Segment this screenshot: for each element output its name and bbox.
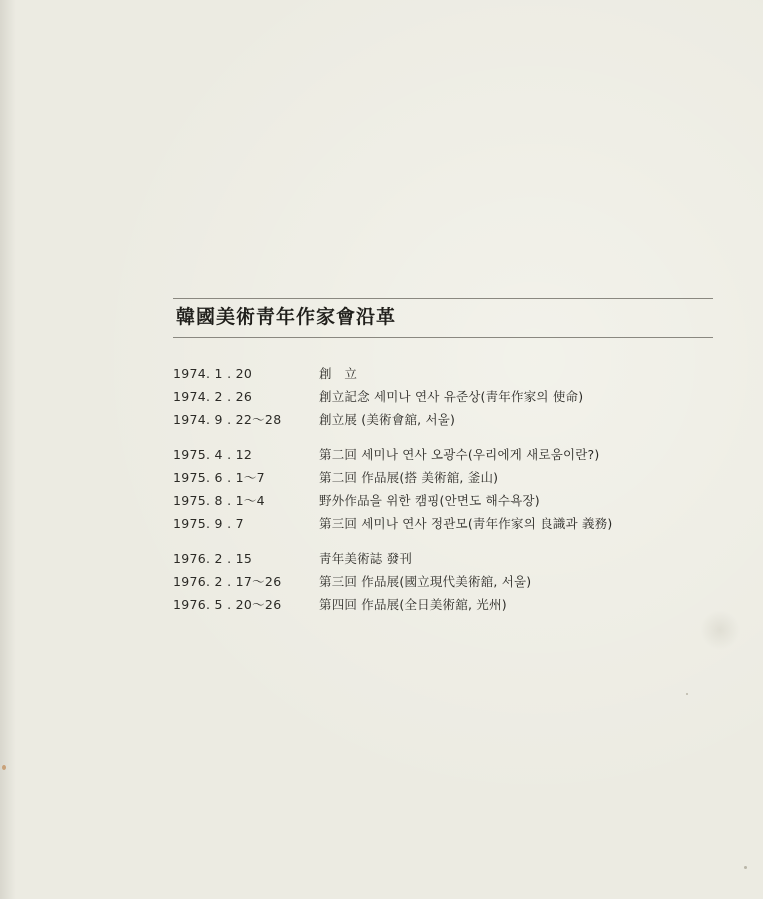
history-row — [173, 408, 733, 431]
history-event: 第三回 作品展(國立現代美術舘, 서울) — [319, 574, 532, 589]
history-row — [173, 466, 733, 489]
history-row — [173, 512, 733, 535]
history-list — [173, 362, 733, 628]
history-group-1975 — [173, 443, 733, 535]
history-date: 1974. 1 . 20 — [173, 366, 253, 381]
history-event: 創立展 (美術會舘, 서울) — [319, 412, 456, 427]
history-group-1976 — [173, 547, 733, 616]
history-date: 1975. 4 . 12 — [173, 447, 253, 462]
history-date: 1976. 5 . 20～26 — [173, 597, 282, 612]
history-date: 1975. 8 . 1～4 — [173, 493, 265, 508]
history-event: 第二回 세미나 연사 오광수(우리에게 새로움이란?) — [319, 447, 600, 462]
title-rule-top — [173, 298, 713, 299]
history-row — [173, 547, 733, 570]
history-date: 1974. 2 . 26 — [173, 389, 253, 404]
history-row — [173, 362, 733, 385]
history-event: 創 立 — [319, 366, 358, 381]
history-date: 1974. 9 . 22～28 — [173, 412, 282, 427]
paper-speck — [2, 765, 6, 770]
paper-speck — [686, 693, 688, 695]
history-event: 創立記念 세미나 연사 유준상(靑年作家의 使命) — [319, 389, 584, 404]
paper-speck — [744, 866, 747, 869]
history-row — [173, 443, 733, 466]
history-date: 1975. 9 . 7 — [173, 516, 244, 531]
history-row — [173, 570, 733, 593]
history-event: 第四回 作品展(全日美術舘, 光州) — [319, 597, 507, 612]
history-row — [173, 593, 733, 616]
history-event: 第二回 作品展(搭 美術舘, 釜山) — [319, 470, 499, 485]
page-title: 韓國美術靑年作家會沿革 — [176, 306, 397, 328]
history-row — [173, 489, 733, 512]
history-date: 1975. 6 . 1～7 — [173, 470, 265, 485]
history-group-1974 — [173, 362, 733, 431]
history-row — [173, 385, 733, 408]
history-event: 靑年美術誌 發刊 — [319, 551, 413, 566]
history-event: 第三回 세미나 연사 정관모(靑年作家의 良識과 義務) — [319, 516, 613, 531]
history-date: 1976. 2 . 17～26 — [173, 574, 282, 589]
history-date: 1976. 2 . 15 — [173, 551, 253, 566]
history-event: 野外作品을 위한 캠핑(안면도 해수욕장) — [319, 493, 540, 508]
title-rule-bottom — [173, 337, 713, 338]
